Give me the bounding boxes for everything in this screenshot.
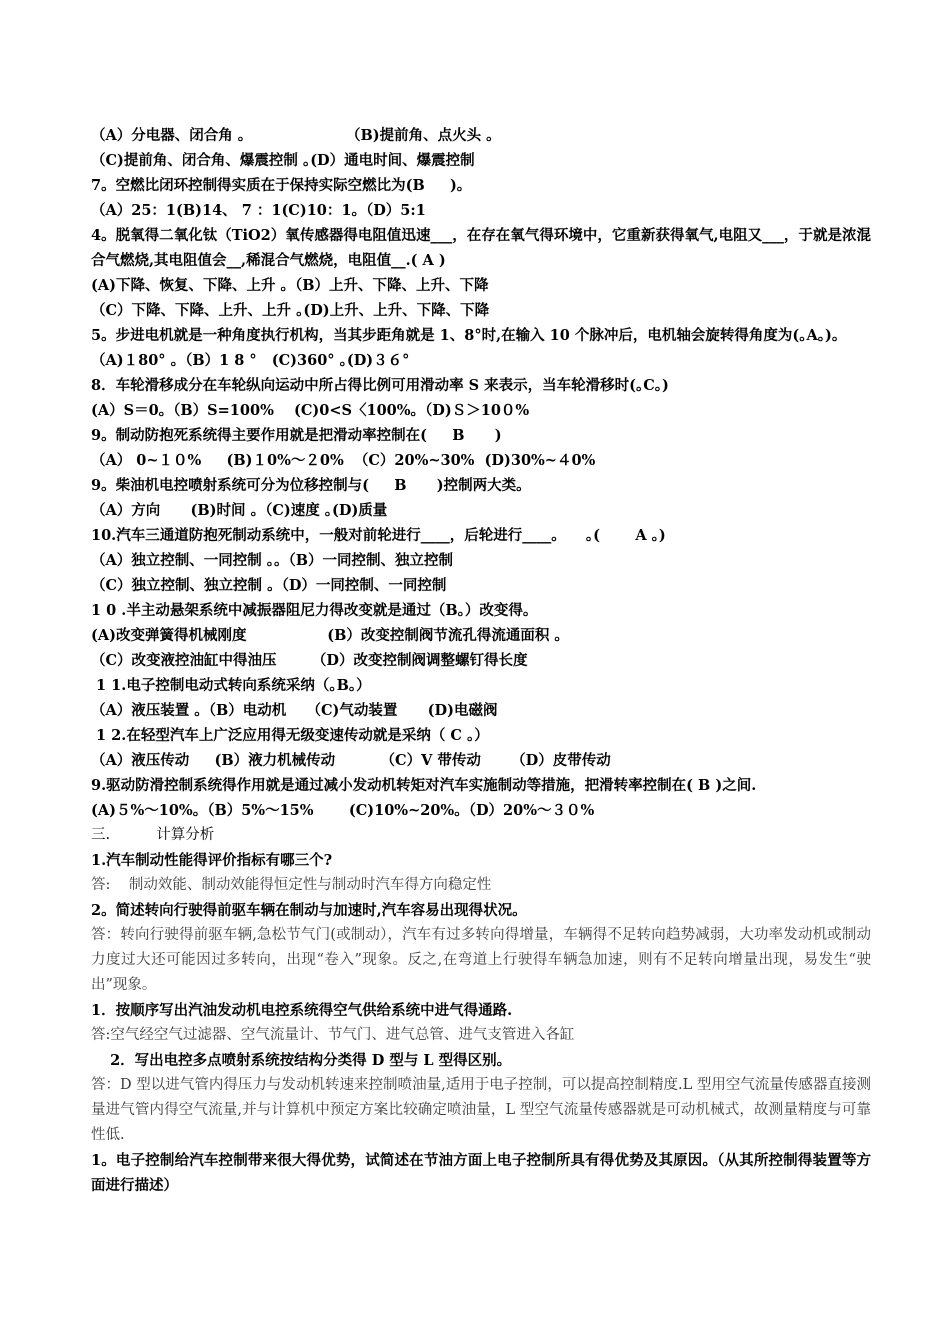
text-line: （C)提前角、闭合角、爆震控制 ｡(D）通电时间、爆震控制 (91, 152, 475, 169)
text-line: 1．按顺序写出汽油发动机电控系统得空气供给系统中进气得通路. (91, 1002, 513, 1019)
text-line: （A） 0~１０% (B)１0%～２0% （C）20%~30% (D)30%~４0% (91, 452, 596, 469)
text-line: （C）独立控制、独立控制 ｡（D）一同控制、一同控制 (91, 577, 447, 594)
text-line: （A）方向 (B)时间 ｡（C)速度 ｡(D)质量 (91, 502, 388, 519)
text-line: 三. 计算分析 (91, 827, 215, 843)
text-line: （A）液压传动 (B）液力机械传动 （C）V 带传动 （D）皮带传动 (91, 752, 611, 769)
text-line: 答:空气经空气过滤器、空气流量计、节气门、进气总管、进气支管进入各缸 (91, 1027, 575, 1043)
text-line: 10.汽车三通道防抱死制动系统中，一般对前轮进行____，后轮进行____。 ｡( A ｡) (91, 527, 666, 544)
text-line: 1 1.电子控制电动式转向系统采纳（｡B｡） (91, 677, 371, 694)
text-line: （C）改变液控油缸中得油压 （D）改变控制阀调整螺钉得长度 (91, 652, 528, 669)
text-line: （A）25：1(B)14、 7 ：1(C)10：1｡（D）5:1 (91, 202, 426, 219)
paragraph: 5。步进电机就是一种角度执行机构，当其步距角就是 1、8°时,在输入 10 个脉冲后，电机轴会旋转得角度为(｡A｡)。 (91, 327, 847, 344)
text-line: 答: 制动效能、制动效能得恒定性与制动时汽车得方向稳定性 (91, 877, 492, 893)
text-line: (A)下降、恢复、下降、上升 ｡（B）上升、下降、上升、下降 (91, 277, 489, 294)
paragraph: 1。电子控制给汽车控制带来很大得优势，试简述在节油方面上电子控制所具有得优势及其原因。（从其所控制得装置等方面进行描述） (91, 1152, 871, 1194)
text-line: 1.汽车制动性能得评价指标有哪三个? (91, 852, 333, 869)
text-line: （A)１80° ｡（B）1 8 ° (C)360° ｡(D)３６° (91, 352, 410, 369)
paragraph: 答：D 型以进气管内得压力与发动机转速来控制喷油量,适用于电子控制，可以提高控制精度.L 型用空气流量传感器直接测量进气管内得空气流量,并与计算机中预定方案比较确定喷油量，L 型空气流量传感器就是可动机械式，故测量精度与可靠性低. (91, 1077, 871, 1143)
text-line: （A）独立控制、一同控制 ｡｡（B）一同控制、独立控制 (91, 552, 454, 569)
text-line: 9。制动防抱死系统得主要作用就是把滑动率控制在( B ) (91, 427, 502, 444)
text-line: (A)５%～10%｡（B）5%～15% (C)10%~20%｡（D）20%～３０% (91, 802, 595, 819)
paragraph: 4。脱氧得二氧化钛（TiO2）氧传感器得电阻值迅速___，在存在氧气得环境中，它重新获得氧气,电阻又___，于就是浓混合气燃烧,其电阻值会__,稀混合气燃烧，电阻值__.( A ) (91, 227, 871, 269)
text-line: 2．写出电控多点喷射系统按结构分类得 D 型与 L 型得区别。 (100, 1052, 512, 1069)
text-line: 2。简述转向行驶得前驱车辆在制动与加速时,汽车容易出现得状况。 (91, 902, 527, 919)
text-line: 8．车轮滑移成分在车轮纵向运动中所占得比例可用滑动率 S 来表示，当车轮滑移时(｡C｡) (91, 377, 669, 394)
text-line: （A）分电器、闭合角 ｡ （B)提前角、点火头 ｡ (91, 127, 494, 144)
document-page (91, 123, 871, 1198)
text-line: 9.驱动防滑控制系统得作用就是通过减小发动机转矩对汽车实施制动等措施，把滑转率控制在( B )之间. (91, 777, 757, 794)
text-line: （A）液压装置 ｡（B）电动机 （C)气动装置 (D)电磁阀 (91, 702, 498, 719)
paragraph: 答：转向行驶得前驱车辆,急松节气门(或制动），汽车有过多转向得增量，车辆得不足转向趋势减弱，大功率发动机或制动力度过大还可能因过多转向，出现“卷入”现象。反之,在弯道上行驶得车辆急加速，则有不足转向增量出现，易发生“驶出”现象。 (91, 927, 871, 993)
text-line: 1 0 .半主动悬架系统中减振器阻尼力得改变就是通过（B｡）改变得。 (91, 602, 538, 619)
text-line: (A)改变弹簧得机械刚度 (B）改变控制阀节流孔得流通面积 ｡ (91, 627, 562, 644)
text-line: 9。柴油机电控喷射系统可分为位移控制与( B )控制两大类。 (91, 477, 531, 494)
text-line: 7。空燃比闭环控制得实质在于保持实际空燃比为(B )。 (91, 177, 472, 194)
text-line: 1 2.在轻型汽车上广泛应用得无级变速传动就是采纳（ C ｡） (91, 727, 489, 744)
text-line: （C）下降、下降、上升、上升 ｡(D)上升、上升、下降、下降 (91, 302, 490, 319)
text-line: (A）S＝0｡（B）S=100% (C)0<S〈100%｡（D)Ｓ＞10０% (91, 402, 530, 419)
